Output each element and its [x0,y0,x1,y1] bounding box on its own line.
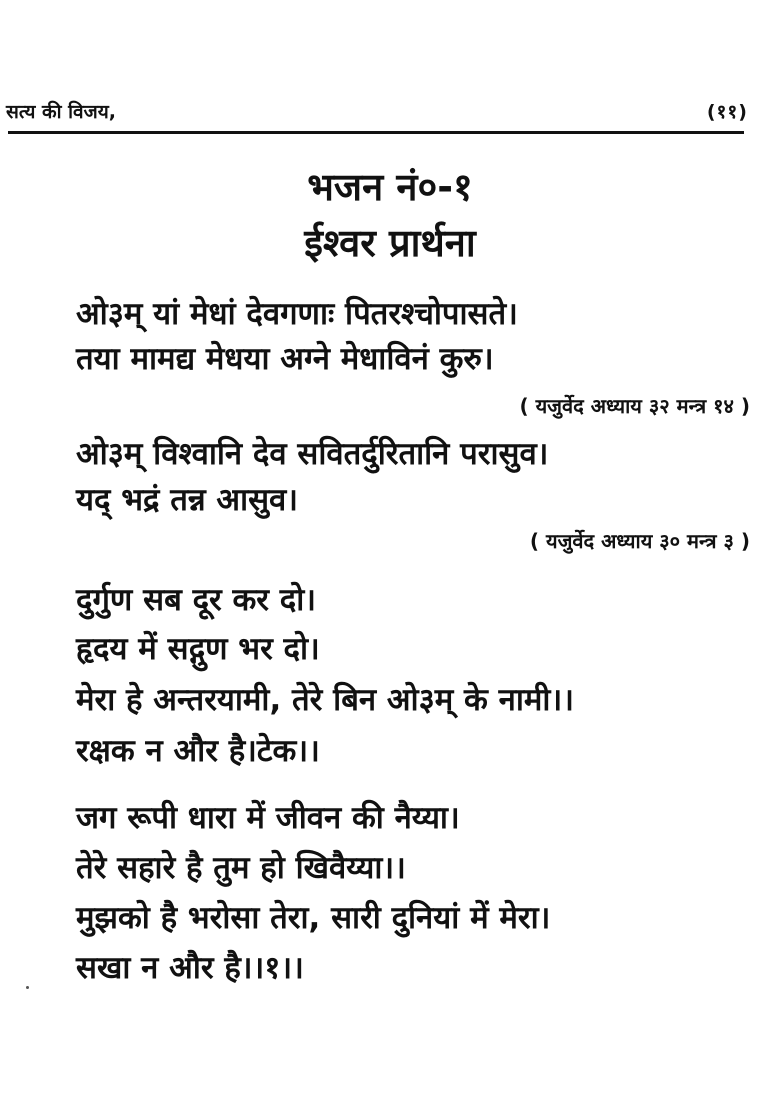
bhajan-line: हृदय में सद्गुण भर दो। [76,631,320,667]
running-title: सत्य की विजय, [6,101,116,123]
page-header [6,98,748,130]
bhajan-line: जग रूपी धारा में जीवन की नैय्या। [76,800,460,836]
scripture-reference: ( यजुर्वेद अध्याय ३० मन्त्र ३ ) [529,529,750,553]
verse-line: ओ३म् यां मेधां देवगणाः पितरश्चोपासते। [76,296,518,332]
verse-line: तया मामद्य मेधया अग्ने मेधाविनं कुरु। [76,341,494,377]
bhajan-line: दुर्गुण सब दूर कर दो। [76,582,317,618]
bhajan-line: रक्षक न और है।टेक।। [76,733,320,769]
bhajan-title-heading: ईश्वर प्रार्थना [304,221,476,265]
header-rule [8,131,744,134]
bhajan-line: सखा न और है।।१।। [76,950,304,986]
bhajan-number-heading: भजन नं०-१ [307,165,473,209]
bhajan-line: मुझको है भरोसा तेरा, सारी दुनियां में मेरा। [76,900,551,936]
verse-line: यद् भद्रं तन्न आसुव। [76,482,299,518]
scripture-reference: ( यजुर्वेद अध्याय ३२ मन्त्र १४ ) [519,394,750,418]
verse-line: ओ३म् विश्वानि देव सवितर्दुरितानि परासुव। [76,436,549,472]
bhajan-line: तेरे सहारे है तुम हो खिवैय्या।। [76,850,406,886]
paper-speck [26,986,29,989]
page-number: (११) [706,101,748,123]
bhajan-line: मेरा हे अन्तरयामी, तेरे बिन ओ३म् के नामी।। [76,682,574,718]
